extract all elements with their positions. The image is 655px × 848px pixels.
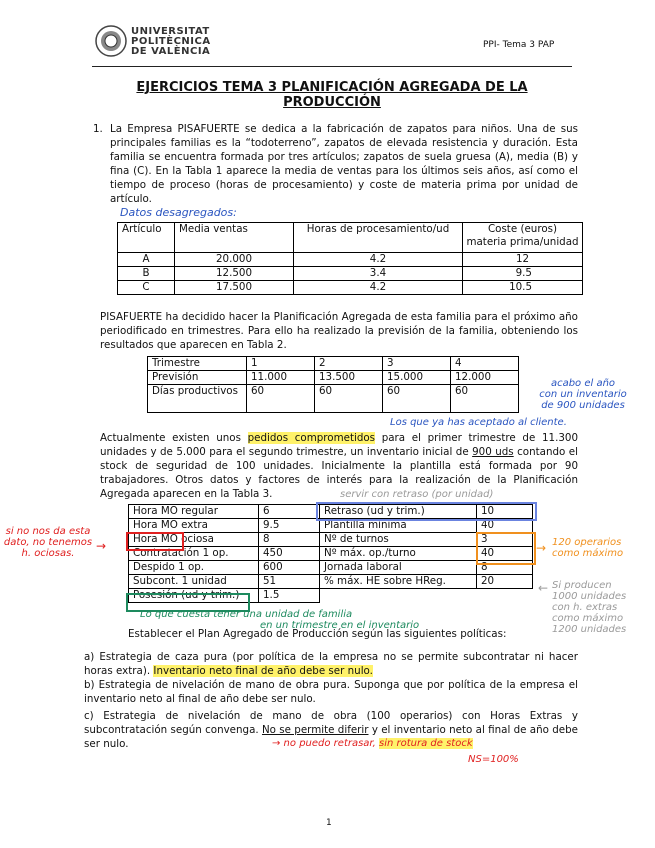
- paragraph-forecast: PISAFUERTE ha decidido hacer la Planificación Agregada de esta familia para el próximo año periodificado en trimestres. Para ello ha realizado la previsión de la familia, obteniendo los resultados que aparecen en Tabla 2.: [100, 311, 578, 351]
- page-number: 1: [326, 818, 332, 828]
- arrow-icon: →: [536, 541, 547, 555]
- annotation-operarios: 120 operarios como máximo: [552, 537, 624, 559]
- university-seal-icon: [95, 25, 127, 57]
- annotation-producen: Si producen 1000 unidades con h. extras como máximo 1200 unidades: [552, 580, 627, 635]
- annotation-pedidos: Los que ya has aceptado al cliente.: [390, 417, 567, 428]
- table-row: Contratación 1 op. 450 Nº máx. op./turno 40: [129, 547, 533, 561]
- annotation-ns: NS=100%: [468, 754, 519, 765]
- table-header: Artículo: [118, 223, 175, 253]
- annotation-servir: servir con retraso (por unidad): [340, 489, 494, 500]
- annotation-datos: Datos desagregados:: [120, 206, 237, 219]
- table-row: Subcont. 1 unidad 51 % máx. HE sobre HReg. 20: [129, 575, 533, 589]
- policy-a: a) Estrategia de caza pura (por política de la empresa no se permite subcontratar ni hacer horas extra). Inventario neto final de año debe ser nulo.: [84, 651, 578, 677]
- annotation-no-retrasar: → no puedo retrasar, sin rotura de stock: [272, 738, 473, 749]
- annotation-posesion: Lo que cuesta tener una unidad de familia en un trimestre en el inventario: [140, 609, 420, 631]
- underline-900uds: 900 uds: [472, 446, 514, 458]
- table-row: Hora MO ociosa 8 Nº de turnos 3: [129, 533, 533, 547]
- table-1: [117, 222, 583, 295]
- policy-b: b) Estrategia de nivelación de mano de obra pura. Suponga que por política de la empresa el inventario neto al final de año debe ser nulo.: [84, 679, 578, 705]
- university-name: UNIVERSITAT POLITÈCNICA DE VALÈNCIA: [131, 26, 211, 57]
- paragraph-current-data: Actualmente existen unos pedidos comprometidos para el primer trimestre de 11.300 unidades y de 5.000 para el segundo trimestre, un inventario inicial de 900 uds contando el stock de seguridad de 100 unidades. Inicialmente la plantilla está formada por 90 trabajadores. Otros datos y factores de interés para la realización de la Planificación Agregada aparecen en la Tabla 3.: [100, 432, 578, 500]
- table-2: [147, 356, 519, 413]
- annotation-no-nos: si no nos da esta dato, no tenemos h. ociosas.: [3, 526, 93, 559]
- header-divider: [92, 66, 572, 67]
- table-row: Hora MO regular 6 Retraso (ud y trim.) 10: [129, 505, 533, 519]
- box-retraso: [316, 502, 537, 521]
- table-row: A 20.000 4.2 12: [118, 253, 583, 267]
- table-row: Trimestre 1 2 3 4: [148, 357, 519, 371]
- table-header: Media ventas: [175, 223, 294, 253]
- table-header: Coste (euros) materia prima/unidad: [463, 223, 583, 253]
- policies-intro: Establecer el Plan Agregado de Producción según las siguientes políticas:: [128, 628, 507, 640]
- table-row: Días productivos 60 60 60 60: [148, 385, 519, 413]
- table-row: Posesión (ud y trim.) 1.5: [129, 589, 533, 603]
- table-row: C 17.500 4.2 10.5: [118, 281, 583, 295]
- table-row: Previsión 11.000 13.500 15.000 12.000: [148, 371, 519, 385]
- exercise-number: 1.: [93, 123, 103, 135]
- exercise-intro: La Empresa PISAFUERTE se dedica a la fabricación de zapatos para niños. Una de sus principales familias es la “todoterreno”, zapatos de elevada resistencia y duración. Esta familia se encuentra formada por tres artículos; zapatos de suela gruesa (A), media (B) y fina (C). En la Tabla 1 aparece la media de ventas para los últimos seis años, así como el tiempo de proceso (horas de procesamiento) y coste de materia prima por unidad de artículo.: [110, 123, 578, 205]
- highlight-pedidos: pedidos comprometidos: [247, 432, 376, 444]
- document-reference: PPI- Tema 3 PAP: [483, 40, 555, 50]
- table-header: Horas de procesamiento/ud: [294, 223, 463, 253]
- page-title: EJERCICIOS TEMA 3 PLANIFICACIÓN AGREGADA DE LA PRODUCCIÓN: [136, 80, 528, 110]
- box-mo-ociosa: [126, 532, 184, 551]
- underline-no-diferir: No se permite diferir: [261, 724, 369, 736]
- table-row: Despido 1 op. 600 Jornada laboral 8: [129, 561, 533, 575]
- table-row: B 12.500 3.4 9.5: [118, 267, 583, 281]
- box-turnos: [476, 532, 536, 565]
- highlight-policy-a: Inventario neto final de año debe ser nulo.: [153, 665, 373, 677]
- arrow-icon: ←: [538, 581, 549, 595]
- table-row: Hora MO extra 9.5 Plantilla mínima 40: [129, 519, 533, 533]
- policy-c: c) Estrategia de nivelación de mano de obra (100 operarios) con Horas Extras y subcontratación según convenga. No se permite diferir y el inventario neto al final de año debe ser nulo.: [84, 710, 578, 750]
- arrow-icon: →: [96, 539, 107, 553]
- annotation-acabo: acabo el año con un inventario de 900 unidades: [539, 378, 627, 411]
